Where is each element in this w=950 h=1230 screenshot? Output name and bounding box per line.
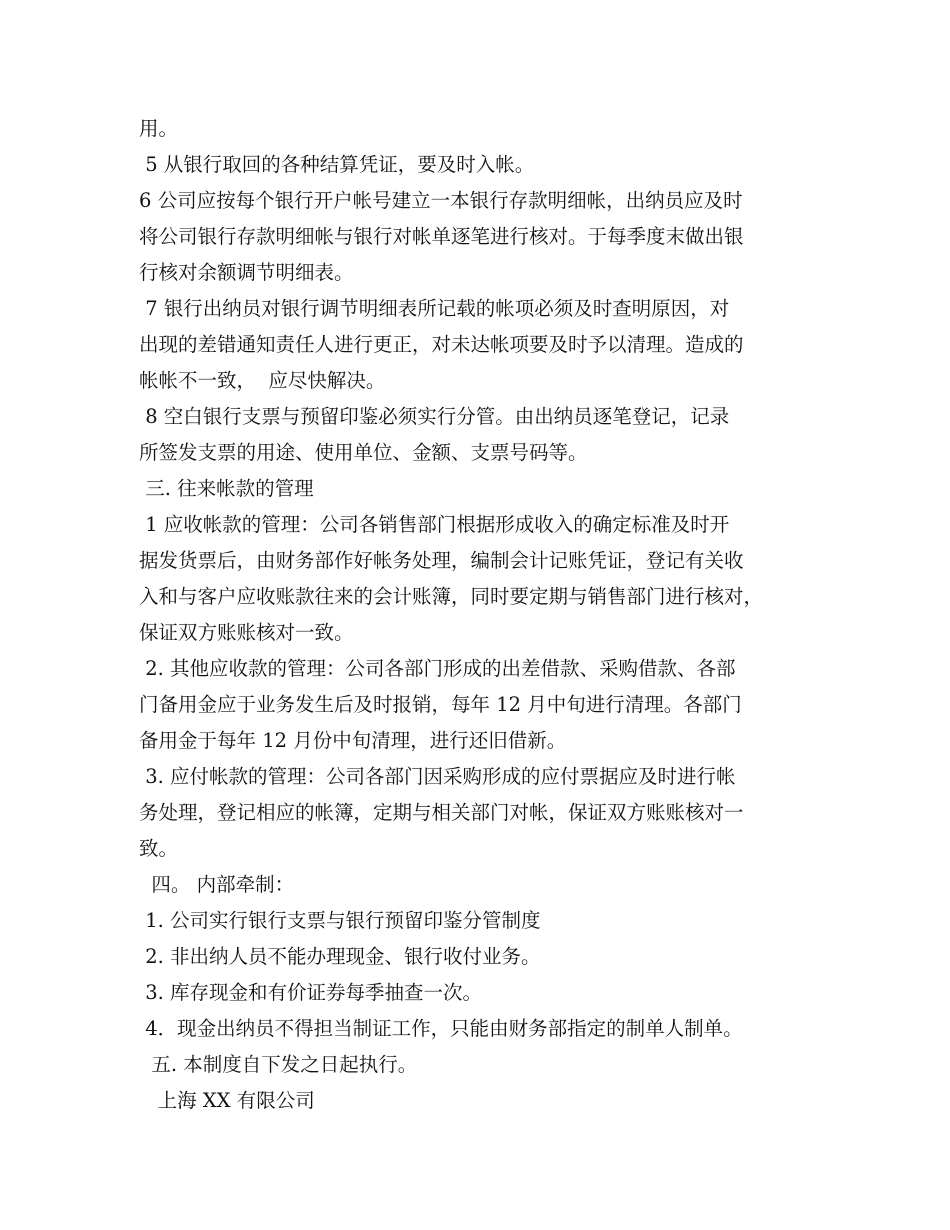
- section-heading: 五. 本制度自下发之日起执行。: [139, 1053, 418, 1076]
- text-line: 5 从银行取回的各种结算凭证，要及时入帐。: [139, 153, 535, 176]
- text-line: 备用金于每年 12 月份中旬清理，进行还旧借新。: [139, 729, 567, 752]
- text-line: 将公司银行存款明细帐与银行对帐单逐笔进行核对。于每季度末做出银: [139, 225, 744, 248]
- text-line: 入和与客户应收账款往来的会计账簿，同时要定期与销售部门进行核对，: [139, 585, 764, 608]
- text-line: 7 银行出纳员对银行调节明细表所记载的帐项必须及时查明原因，对: [139, 297, 730, 320]
- text-line: 1 应收帐款的管理：公司各销售部门根据形成收入的确定标准及时开: [139, 513, 730, 536]
- text-line: 所签发支票的用途、使用单位、金额、支票号码等。: [139, 441, 588, 464]
- text-line: 门备用金应于业务发生后及时报销，每年 12 月中旬进行清理。各部门: [139, 693, 742, 716]
- list-item: 1. 公司实行银行支票与银行预留印鉴分管制度: [139, 909, 541, 932]
- list-item: 4．现金出纳员不得担当制证工作，只能由财务部指定的制单人制单。: [139, 1017, 743, 1040]
- section-heading: 三. 往来帐款的管理: [139, 477, 314, 500]
- text-line: 帐帐不一致， 应尽快解决。: [139, 369, 386, 392]
- text-line: 务处理，登记相应的帐簿，定期与相关部门对帐，保证双方账账核对一: [139, 801, 744, 824]
- text-line: 出现的差错通知责任人进行更正，对未达帐项要及时予以清理。造成的: [139, 333, 744, 356]
- text-line: 致。: [139, 837, 179, 860]
- company-signature: 上海 XX 有限公司: [139, 1089, 315, 1112]
- text-line: 3. 应付帐款的管理：公司各部门因采购形成的应付票据应及时进行帐: [139, 765, 736, 788]
- section-heading: 四。 内部牵制：: [139, 873, 295, 896]
- list-item: 3. 库存现金和有价证券每季抽查一次。: [139, 981, 483, 1004]
- text-line: 8 空白银行支票与预留印鉴必须实行分管。由出纳员逐笔登记，记录: [139, 405, 730, 428]
- text-line: 6 公司应按每个银行开户帐号建立一本银行存款明细帐，出纳员应及时: [139, 189, 743, 212]
- text-line: 行核对余额调节明细表。: [139, 261, 354, 284]
- list-item: 2. 非出纳人员不能办理现金、银行收付业务。: [139, 945, 541, 968]
- text-line: 用。: [139, 117, 179, 140]
- text-line: 据发货票后，由财务部作好帐务处理，编制会计记账凭证，登记有关收: [139, 549, 744, 572]
- text-line: 保证双方账账核对一致。: [139, 621, 354, 644]
- text-line: 2. 其他应收款的管理：公司各部门形成的出差借款、采购借款、各部: [139, 657, 736, 680]
